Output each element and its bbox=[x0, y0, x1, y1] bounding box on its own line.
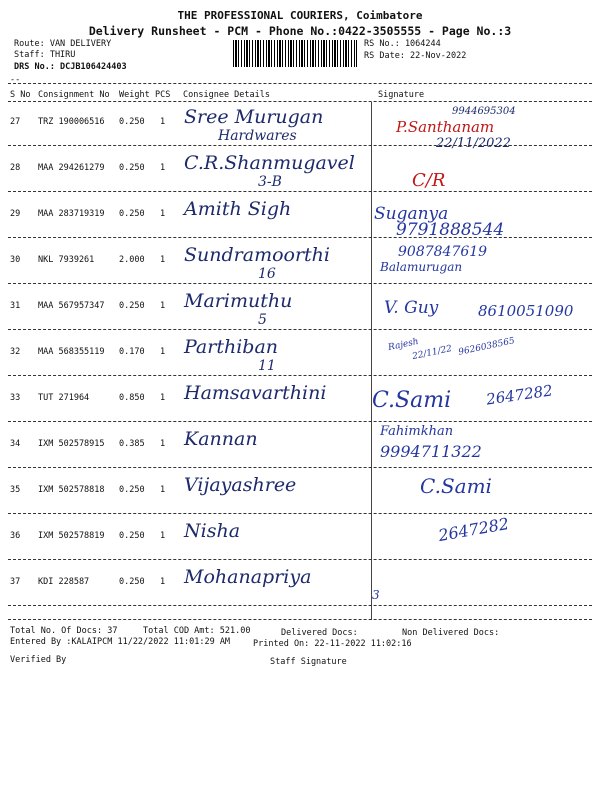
signature-text: 9994711322 bbox=[380, 442, 482, 461]
weight-cell: 0.250 bbox=[119, 163, 145, 173]
consignee-name: Nisha bbox=[184, 520, 241, 542]
divider bbox=[8, 83, 592, 84]
consignee-name: Hamsavarthini bbox=[184, 382, 327, 404]
row-divider bbox=[8, 421, 592, 422]
divider bbox=[8, 101, 592, 102]
sno-cell: 28 bbox=[10, 163, 21, 173]
divider bbox=[8, 619, 592, 620]
sno-cell: 35 bbox=[10, 485, 21, 495]
pcs-cell: 1 bbox=[160, 209, 166, 219]
total-cod: Total COD Amt: 521.00 bbox=[143, 626, 251, 636]
pcs-cell: 1 bbox=[160, 347, 166, 357]
rs-number: RS No.: 1064244 bbox=[364, 39, 441, 49]
col-consignment: Consignment No bbox=[38, 90, 110, 100]
route-label: Route: VAN DELIVERY bbox=[14, 39, 112, 49]
sno-cell: 32 bbox=[10, 347, 21, 357]
staff-label: Staff: THIRU bbox=[14, 50, 76, 60]
weight-cell: 0.170 bbox=[119, 347, 145, 357]
consignment-cell: IXM 502578819 bbox=[38, 531, 105, 541]
drs-number: DRS No.: DCJB106424403 bbox=[14, 62, 127, 72]
sno-cell: 36 bbox=[10, 531, 21, 541]
col-pcs: PCS bbox=[155, 90, 171, 100]
row-divider bbox=[8, 191, 592, 192]
delivered-docs: Delivered Docs: bbox=[281, 628, 358, 638]
non-delivered-docs: Non Delivered Docs: bbox=[402, 628, 500, 638]
col-consignee: Consignee Details bbox=[183, 90, 270, 100]
pcs-cell: 1 bbox=[160, 531, 166, 541]
signature-text: 9791888544 bbox=[396, 220, 505, 240]
consignee-detail: Hardwares bbox=[218, 128, 297, 144]
sno-cell: 30 bbox=[10, 255, 21, 265]
consignment-cell: MAA 294261279 bbox=[38, 163, 105, 173]
weight-cell: 0.850 bbox=[119, 393, 145, 403]
barcode bbox=[233, 40, 357, 67]
verified-by: Verified By bbox=[10, 655, 67, 665]
entered-by: Entered By :KALAIPCM 11/22/2022 11:01:29 AM bbox=[10, 637, 231, 647]
col-signature: Signature bbox=[378, 90, 425, 100]
signature-text: Fahimkhan bbox=[380, 424, 454, 439]
pcs-cell: 1 bbox=[160, 301, 166, 311]
consignment-cell: IXM 502578818 bbox=[38, 485, 105, 495]
consignee-name: C.R.Shanmugavel bbox=[184, 152, 355, 174]
consignee-detail: 16 bbox=[258, 266, 276, 282]
consignee-name: Mohanapriya bbox=[184, 566, 312, 588]
signature-text: Suganya bbox=[374, 204, 449, 224]
consignee-name: Amith Sigh bbox=[184, 198, 292, 220]
runsheet-subtitle: Delivery Runsheet - PCM - Phone No.:0422-3505555 - Page No.:3 bbox=[88, 24, 512, 38]
signature-text: 22/11/22 bbox=[411, 343, 454, 363]
total-docs: Total No. Of Docs: 37 bbox=[10, 626, 118, 636]
consignee-detail: 11 bbox=[258, 358, 276, 374]
top-marks: -- bbox=[10, 75, 21, 85]
pcs-cell: 1 bbox=[160, 577, 166, 587]
pcs-cell: 1 bbox=[160, 393, 166, 403]
column-line bbox=[371, 102, 372, 620]
row-divider bbox=[8, 467, 592, 468]
signature-text: C.Sami bbox=[420, 474, 492, 498]
row-divider bbox=[8, 283, 592, 284]
weight-cell: 0.250 bbox=[119, 117, 145, 127]
signature-text: V. Guy bbox=[384, 298, 439, 318]
row-divider bbox=[8, 237, 592, 238]
weight-cell: 0.250 bbox=[119, 485, 145, 495]
consignee-name: Vijayashree bbox=[184, 474, 297, 496]
signature-text: 2647282 bbox=[436, 513, 511, 546]
weight-cell: 2.000 bbox=[119, 255, 145, 265]
sno-cell: 37 bbox=[10, 577, 21, 587]
weight-cell: 0.250 bbox=[119, 209, 145, 219]
row-divider bbox=[8, 329, 592, 330]
signature-text: 8610051090 bbox=[478, 302, 574, 320]
signature-text: 9944695304 bbox=[452, 106, 516, 117]
signature-text: Rajesh bbox=[387, 336, 420, 354]
consignee-name: Sree Murugan bbox=[184, 106, 324, 128]
pcs-cell: 1 bbox=[160, 163, 166, 173]
consignment-cell: MAA 283719319 bbox=[38, 209, 105, 219]
pcs-cell: 1 bbox=[160, 485, 166, 495]
signature-text: 3 bbox=[372, 588, 380, 602]
consignment-cell: MAA 568355119 bbox=[38, 347, 105, 357]
rs-date: RS Date: 22-Nov-2022 bbox=[364, 51, 467, 61]
pcs-cell: 1 bbox=[160, 439, 166, 449]
signature-text: C/R bbox=[412, 170, 446, 191]
row-divider bbox=[8, 145, 592, 146]
sno-cell: 33 bbox=[10, 393, 21, 403]
signature-text: Balamurugan bbox=[380, 260, 463, 274]
weight-cell: 0.250 bbox=[119, 301, 145, 311]
sno-cell: 27 bbox=[10, 117, 21, 127]
company-title: THE PROFESSIONAL COURIERS, Coimbatore bbox=[177, 9, 423, 22]
pcs-cell: 1 bbox=[160, 117, 166, 127]
weight-cell: 0.385 bbox=[119, 439, 145, 449]
consignee-detail: 3-B bbox=[258, 174, 282, 190]
sno-cell: 31 bbox=[10, 301, 21, 311]
col-weight: Weight bbox=[119, 90, 150, 100]
consignment-cell: MAA 567957347 bbox=[38, 301, 105, 311]
consignment-cell: KDI 228587 bbox=[38, 577, 90, 587]
col-sno: S No bbox=[10, 90, 31, 100]
sno-cell: 29 bbox=[10, 209, 21, 219]
row-divider bbox=[8, 375, 592, 376]
signature-text: 9626038565 bbox=[457, 336, 516, 358]
consignment-cell: TRZ 190006516 bbox=[38, 117, 105, 127]
signature-text: 2647282 bbox=[485, 381, 554, 409]
printed-on: Printed On: 22-11-2022 11:02:16 bbox=[253, 639, 412, 649]
pcs-cell: 1 bbox=[160, 255, 166, 265]
consignment-cell: IXM 502578915 bbox=[38, 439, 105, 449]
consignee-name: Sundramoorthi bbox=[184, 244, 330, 266]
staff-signature: Staff Signature bbox=[270, 657, 347, 667]
signature-text: P.Santhanam bbox=[396, 118, 495, 136]
signature-text: 9087847619 bbox=[398, 244, 488, 260]
consignment-cell: NKL 7939261 bbox=[38, 255, 95, 265]
weight-cell: 0.250 bbox=[119, 531, 145, 541]
consignee-detail: 5 bbox=[258, 312, 267, 328]
row-divider bbox=[8, 559, 592, 560]
consignee-name: Parthiban bbox=[184, 336, 279, 358]
weight-cell: 0.250 bbox=[119, 577, 145, 587]
row-divider bbox=[8, 605, 592, 606]
consignee-name: Kannan bbox=[184, 428, 258, 450]
consignment-cell: TUT 271964 bbox=[38, 393, 90, 403]
signature-text: 22/11/2022 bbox=[436, 136, 511, 151]
sno-cell: 34 bbox=[10, 439, 21, 449]
signature-text: C.Sami bbox=[372, 388, 452, 413]
consignee-name: Marimuthu bbox=[184, 290, 293, 312]
